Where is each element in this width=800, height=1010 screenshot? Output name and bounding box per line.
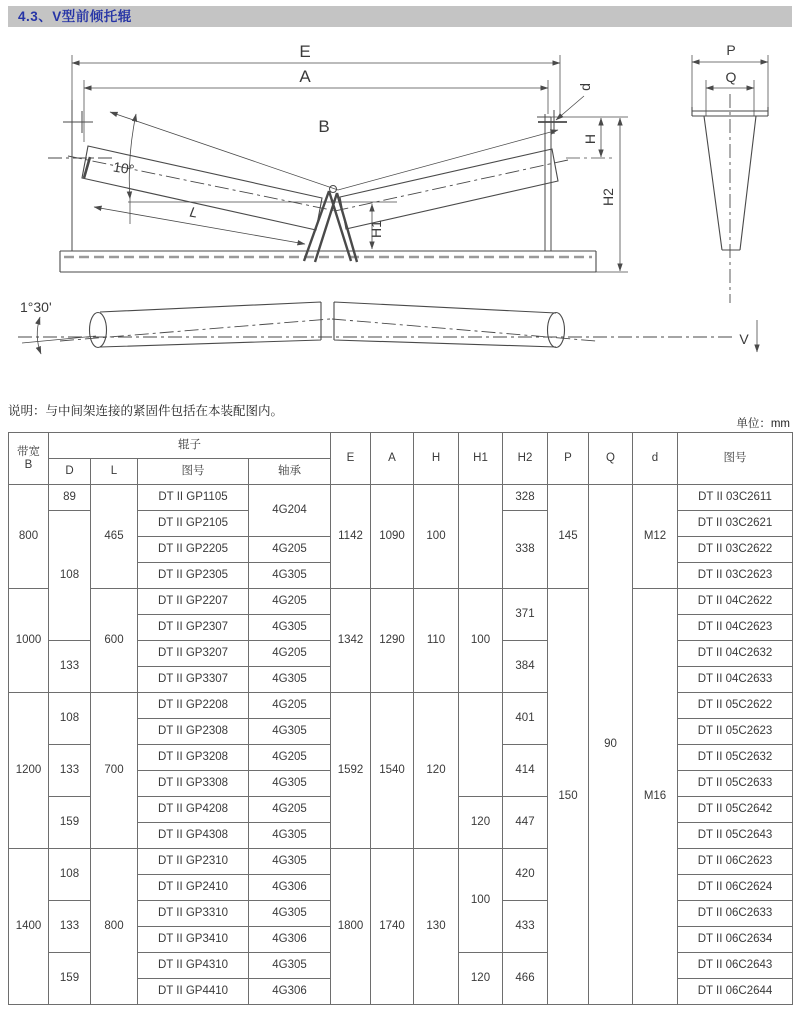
- table-cell: 328: [503, 485, 548, 511]
- spec-table-body: [9, 485, 793, 1005]
- table-cell: 100: [459, 849, 503, 953]
- col-header-a: A: [371, 433, 414, 485]
- col-header-bandwidth-line1: 带宽: [17, 445, 40, 458]
- table-cell: 447: [503, 797, 548, 849]
- table-cell: DT II GP2410: [138, 875, 249, 901]
- table-cell: 4G306: [249, 927, 331, 953]
- table-cell: 1740: [371, 849, 414, 1005]
- table-cell: DT II GP2105: [138, 511, 249, 537]
- dim-label-h1: H1: [368, 220, 384, 238]
- table-cell: DT II 05C2623: [678, 719, 793, 745]
- table-cell: DT II GP2208: [138, 693, 249, 719]
- table-row: [9, 485, 793, 511]
- table-row: [9, 589, 793, 615]
- table-cell: 1090: [371, 485, 414, 589]
- table-cell: 465: [91, 485, 138, 589]
- table-cell: DT II 05C2633: [678, 771, 793, 797]
- col-header-drawing-no: 图号: [678, 433, 793, 485]
- col-header-d-thread: d: [633, 433, 678, 485]
- table-cell: DT II 03C2623: [678, 563, 793, 589]
- table-cell: DT II GP2308: [138, 719, 249, 745]
- table-cell: DT II 04C2622: [678, 589, 793, 615]
- table-cell: DT II GP2307: [138, 615, 249, 641]
- section-header-bar: [8, 6, 792, 27]
- table-cell: DT II 06C2643: [678, 953, 793, 979]
- table-cell: [459, 693, 503, 797]
- table-cell: 414: [503, 745, 548, 797]
- table-cell: DT II 03C2611: [678, 485, 793, 511]
- col-header-roller-d: D: [49, 459, 91, 485]
- table-cell: DT II GP3307: [138, 667, 249, 693]
- table-cell: 4G306: [249, 875, 331, 901]
- col-header-bandwidth: [9, 433, 49, 485]
- table-cell: 4G205: [249, 589, 331, 615]
- dim-label-q: Q: [725, 69, 737, 85]
- table-cell: 120: [414, 693, 459, 849]
- dim-label-h: H: [582, 133, 598, 145]
- table-cell: M12: [633, 485, 678, 589]
- table-cell: 4G205: [249, 745, 331, 771]
- table-cell: 4G205: [249, 693, 331, 719]
- technical-drawing: [0, 28, 800, 396]
- table-cell: DT II 05C2642: [678, 797, 793, 823]
- table-cell: 110: [414, 589, 459, 693]
- section-title: 4.3、V型前倾托辊: [18, 9, 132, 24]
- table-cell: 371: [503, 589, 548, 641]
- table-cell: 108: [49, 511, 91, 641]
- table-cell: 150: [548, 589, 589, 1005]
- col-header-roller-drawing-no: 图号: [138, 459, 249, 485]
- table-cell: 420: [503, 849, 548, 901]
- assembly-note: 说明：与中间架连接的紧固件包括在本装配图内。: [8, 404, 284, 418]
- table-cell: 4G305: [249, 823, 331, 849]
- table-cell: 384: [503, 641, 548, 693]
- table-cell: DT II 06C2644: [678, 979, 793, 1005]
- table-cell: 100: [459, 589, 503, 693]
- table-cell: 466: [503, 953, 548, 1005]
- table-cell: M16: [633, 589, 678, 1005]
- table-cell: 120: [459, 953, 503, 1005]
- table-cell: 433: [503, 901, 548, 953]
- spec-table: [8, 432, 793, 1005]
- col-header-roller-group: 辊子: [49, 433, 331, 459]
- table-cell: 401: [503, 693, 548, 745]
- table-cell: 108: [49, 693, 91, 745]
- table-cell: 1200: [9, 693, 49, 849]
- table-cell: DT II 06C2623: [678, 849, 793, 875]
- table-cell: 133: [49, 641, 91, 693]
- table-cell: DT II 04C2633: [678, 667, 793, 693]
- angle-label-front: 10°: [112, 158, 136, 178]
- table-cell: DT II 05C2632: [678, 745, 793, 771]
- table-cell: 159: [49, 953, 91, 1005]
- spec-table-head: [9, 433, 793, 485]
- table-cell: DT II GP3207: [138, 641, 249, 667]
- col-header-h2: H2: [503, 433, 548, 485]
- table-cell: 89: [49, 485, 91, 511]
- table-cell: 159: [49, 797, 91, 849]
- dim-label-h2: H2: [600, 188, 616, 206]
- dim-label-l: L: [188, 203, 200, 221]
- table-cell: 100: [414, 485, 459, 589]
- table-cell: 1400: [9, 849, 49, 1005]
- table-cell: 120: [459, 797, 503, 849]
- table-cell: DT II GP3208: [138, 745, 249, 771]
- dim-label-p: P: [726, 42, 736, 58]
- table-cell: 4G305: [249, 719, 331, 745]
- table-cell: DT II 03C2622: [678, 537, 793, 563]
- col-header-roller-bearing: 轴承: [249, 459, 331, 485]
- table-cell: DT II GP2310: [138, 849, 249, 875]
- side-view: [692, 55, 768, 303]
- table-cell: 4G305: [249, 615, 331, 641]
- angle-label-plan: 1°30': [20, 299, 52, 315]
- table-cell: DT II GP4410: [138, 979, 249, 1005]
- table-cell: 1290: [371, 589, 414, 693]
- col-header-h1: H1: [459, 433, 503, 485]
- table-cell: 133: [49, 745, 91, 797]
- table-cell: 108: [49, 849, 91, 901]
- table-cell: 4G305: [249, 771, 331, 797]
- table-cell: 1800: [331, 849, 371, 1005]
- table-cell: DT II GP4208: [138, 797, 249, 823]
- table-cell: 4G305: [249, 667, 331, 693]
- table-cell: DT II GP4308: [138, 823, 249, 849]
- table-cell: DT II 06C2633: [678, 901, 793, 927]
- unit-label: 单位：mm: [736, 418, 790, 430]
- table-cell: 4G306: [249, 979, 331, 1005]
- dim-label-e: E: [299, 42, 311, 61]
- table-cell: 700: [91, 693, 138, 849]
- table-cell: DT II GP3410: [138, 927, 249, 953]
- table-cell: DT II GP1105: [138, 485, 249, 511]
- table-cell: 338: [503, 511, 548, 589]
- col-header-bandwidth-line2: B: [24, 458, 33, 471]
- col-header-h: H: [414, 433, 459, 485]
- table-cell: 4G205: [249, 641, 331, 667]
- table-cell: 133: [49, 901, 91, 953]
- plan-view: [18, 302, 757, 354]
- dim-label-a: A: [299, 67, 311, 86]
- table-cell: DT II 03C2621: [678, 511, 793, 537]
- col-header-e: E: [331, 433, 371, 485]
- col-header-p: P: [548, 433, 589, 485]
- table-cell: DT II GP4310: [138, 953, 249, 979]
- table-cell: 600: [91, 589, 138, 693]
- dim-label-b: B: [318, 117, 330, 136]
- table-cell: 1540: [371, 693, 414, 849]
- table-cell: DT II 06C2634: [678, 927, 793, 953]
- col-header-q: Q: [589, 433, 633, 485]
- table-cell: DT II 04C2623: [678, 615, 793, 641]
- table-cell: 4G305: [249, 953, 331, 979]
- table-cell: DT II GP2207: [138, 589, 249, 615]
- table-cell: DT II GP2305: [138, 563, 249, 589]
- table-cell: DT II 06C2624: [678, 875, 793, 901]
- table-cell: 145: [548, 485, 589, 589]
- table-cell: 800: [9, 485, 49, 589]
- table-cell: 1342: [331, 589, 371, 693]
- table-cell: 4G305: [249, 849, 331, 875]
- table-cell: 4G305: [249, 563, 331, 589]
- table-cell: 4G204: [249, 485, 331, 537]
- table-cell: 130: [414, 849, 459, 1005]
- table-cell: 4G205: [249, 537, 331, 563]
- table-cell: DT II 05C2622: [678, 693, 793, 719]
- table-cell: [459, 485, 503, 589]
- table-cell: 90: [589, 485, 633, 1005]
- dim-label-d: d: [577, 83, 593, 91]
- col-header-roller-l: L: [91, 459, 138, 485]
- table-cell: 4G305: [249, 901, 331, 927]
- table-cell: DT II GP2205: [138, 537, 249, 563]
- direction-label-v: V: [739, 331, 749, 347]
- table-cell: DT II 04C2632: [678, 641, 793, 667]
- table-cell: 1000: [9, 589, 49, 693]
- table-cell: 800: [91, 849, 138, 1005]
- table-cell: DT II GP3308: [138, 771, 249, 797]
- table-cell: DT II 05C2643: [678, 823, 793, 849]
- table-cell: 1592: [331, 693, 371, 849]
- table-cell: 1142: [331, 485, 371, 589]
- table-cell: 4G205: [249, 797, 331, 823]
- table-cell: DT II GP3310: [138, 901, 249, 927]
